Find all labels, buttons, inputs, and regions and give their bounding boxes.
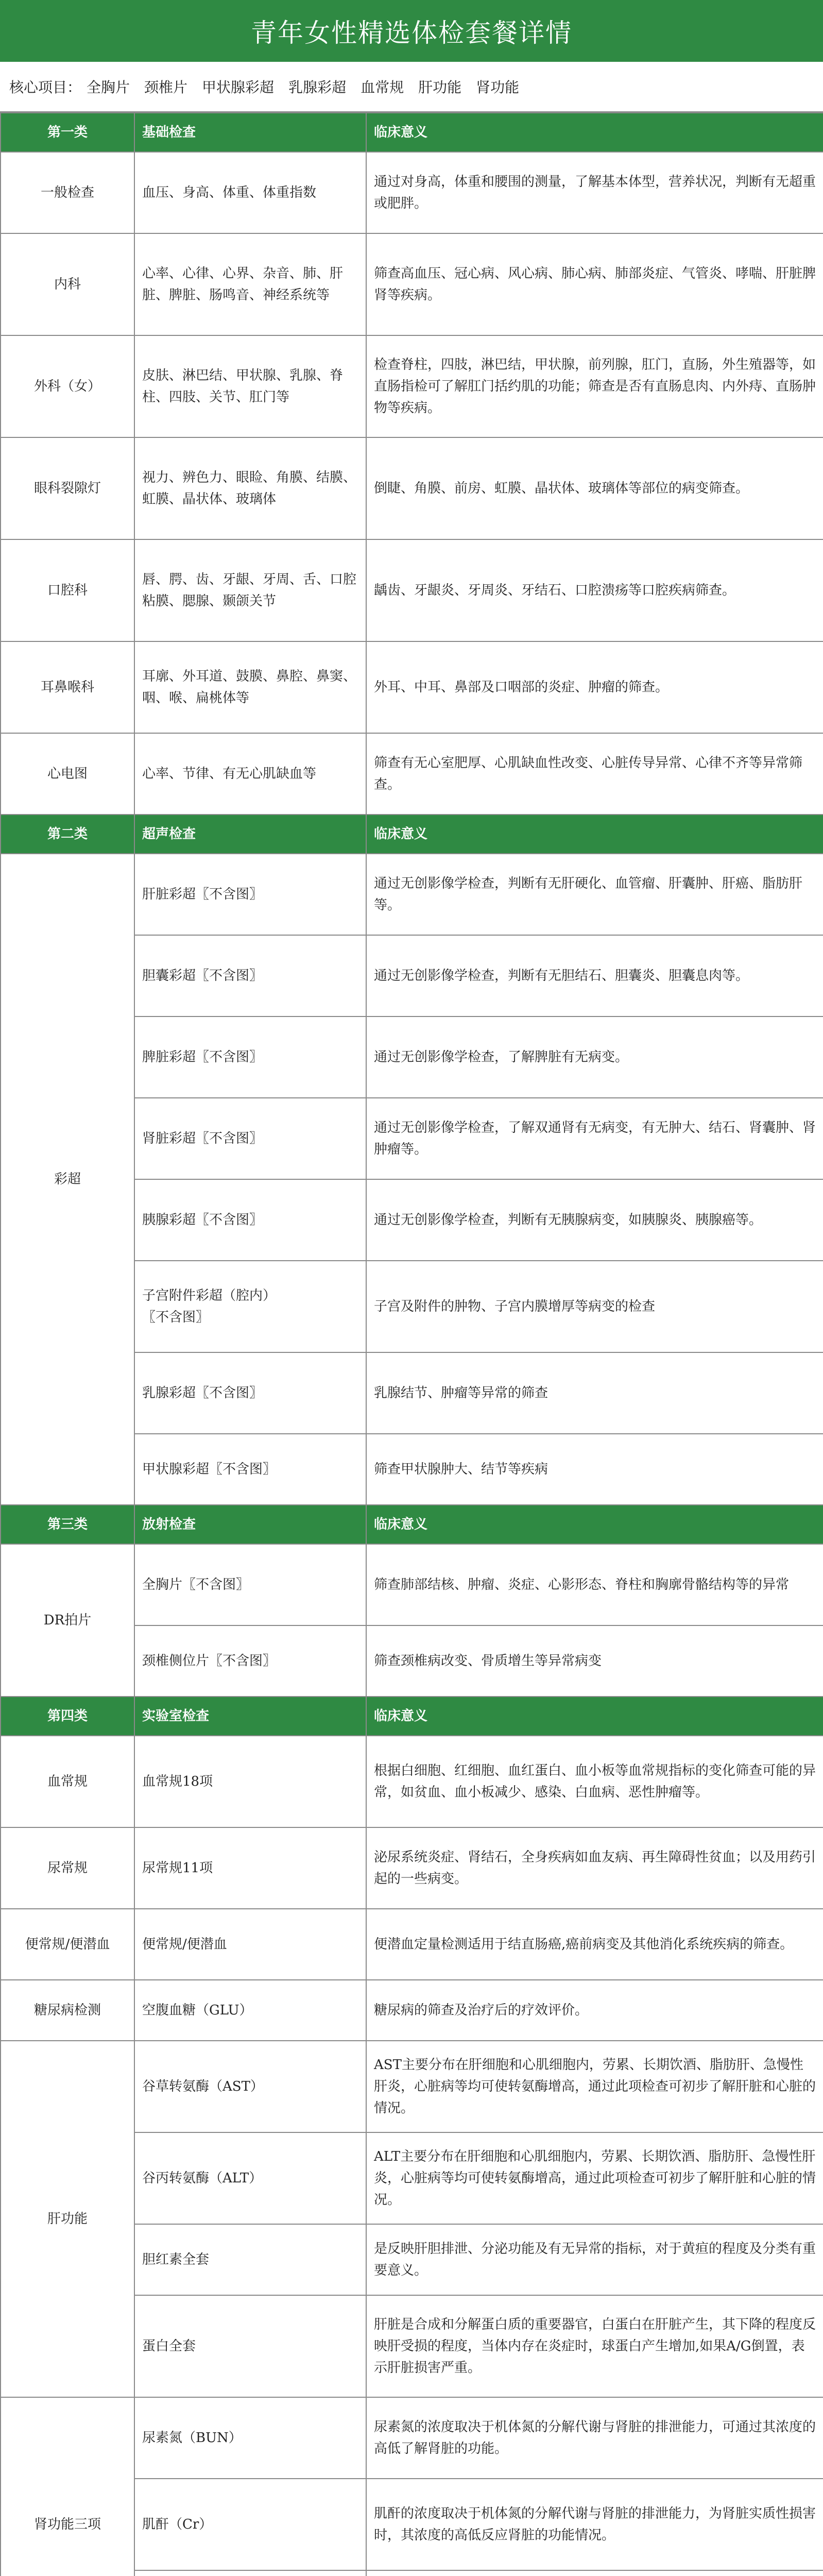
section-meaning-header: 临床意义 <box>366 1505 823 1544</box>
meaning-cell: 倒睫、角膜、前房、虹膜、晶状体、玻璃体等部位的病变筛查。 <box>366 437 823 539</box>
core-item: 全胸片 <box>87 79 130 96</box>
category-cell: 心电图 <box>1 733 134 815</box>
package-table <box>0 112 823 2576</box>
section-items-header: 超声检查 <box>134 815 366 854</box>
section-header <box>1 1505 823 1544</box>
item-cell: 肝脏彩超〖不含图〗 <box>134 854 366 935</box>
meaning-cell: 肌酐的浓度取决于机体氮的分解代谢与肾脏的排泄能力，为肾脏实质性损害时，其浓度的高低反应肾脏的功能情况。 <box>366 2479 823 2570</box>
meaning-cell: 便潜血定量检测适用于结直肠癌,癌前病变及其他消化系统疾病的筛查。 <box>366 1909 823 1980</box>
table-row <box>1 2397 823 2479</box>
category-cell: 肾功能三项 <box>1 2397 134 2576</box>
item-cell: 胆囊彩超〖不含图〗 <box>134 935 366 1016</box>
item-cell: 谷草转氨酶（AST） <box>134 2041 366 2132</box>
core-item: 乳腺彩超 <box>288 79 347 96</box>
item-cell <box>134 2570 366 2576</box>
core-item: 血常规 <box>361 79 404 96</box>
table-row <box>1 1736 823 1827</box>
meaning-cell: 外耳、中耳、鼻部及口咽部的炎症、肿瘤的筛查。 <box>366 641 823 733</box>
item-cell: 蛋白全套 <box>134 2295 366 2397</box>
item-cell: 颈椎侧位片〖不含图〗 <box>134 1625 366 1697</box>
table-row <box>1 2041 823 2132</box>
category-cell: 耳鼻喉科 <box>1 641 134 733</box>
category-cell: 一般检查 <box>1 152 134 233</box>
meaning-cell: 通过无创影像学检查，判断有无肝硬化、血管瘤、肝囊肿、肝癌、脂肪肝等。 <box>366 854 823 935</box>
item-cell: 心率、心律、心界、杂音、肺、肝脏、脾脏、肠鸣音、神经系统等 <box>134 233 366 335</box>
meaning-cell: 糖尿病的筛查及治疗后的疗效评价。 <box>366 1980 823 2041</box>
section-items-header: 放射检查 <box>134 1505 366 1544</box>
category-cell: 内科 <box>1 233 134 335</box>
meaning-cell: 筛查颈椎病改变、骨质增生等异常病变 <box>366 1625 823 1697</box>
meaning-cell: 子宫及附件的肿物、子宫内膜增厚等病变的检查 <box>366 1261 823 1352</box>
table-row <box>1 1980 823 2041</box>
item-cell: 便常规/便潜血 <box>134 1909 366 1980</box>
meaning-cell: 尿素氮的浓度取决于机体氮的分解代谢与肾脏的排泄能力，可通过其浓度的高低了解肾脏的功能。 <box>366 2397 823 2479</box>
item-cell: 空腹血糖（GLU） <box>134 1980 366 2041</box>
item-line: 〖不含图〗 <box>142 1310 210 1325</box>
section-meaning-header: 临床意义 <box>366 1697 823 1736</box>
category-cell: DR拍片 <box>1 1544 134 1697</box>
item-cell: 心率、节律、有无心肌缺血等 <box>134 733 366 815</box>
section-meaning-header: 临床意义 <box>366 113 823 152</box>
category-cell: 尿常规 <box>1 1827 134 1909</box>
meaning-cell: 是反映肝胆排泄、分泌功能及有无异常的指标，对于黄疸的程度及分类有重要意义。 <box>366 2224 823 2295</box>
meaning-cell: 筛查有无心室肥厚、心肌缺血性改变、心脏传导异常、心律不齐等异常筛查。 <box>366 733 823 815</box>
category-cell: 便常规/便潜血 <box>1 1909 134 1980</box>
meaning-cell: 龋齿、牙龈炎、牙周炎、牙结石、口腔溃疡等口腔疾病筛查。 <box>366 539 823 641</box>
category-cell: 血常规 <box>1 1736 134 1827</box>
item-cell: 尿常规11项 <box>134 1827 366 1909</box>
item-cell: 胆红素全套 <box>134 2224 366 2295</box>
item-cell: 脾脏彩超〖不含图〗 <box>134 1016 366 1098</box>
section-meaning-header: 临床意义 <box>366 815 823 854</box>
item-cell: 乳腺彩超〖不含图〗 <box>134 1352 366 1434</box>
table-row <box>1 854 823 935</box>
table-row <box>1 437 823 539</box>
category-cell: 眼科裂隙灯 <box>1 437 134 539</box>
meaning-cell: 通过无创影像学检查，判断有无胆结石、胆囊炎、胆囊息肉等。 <box>366 935 823 1016</box>
meaning-cell: 通过对身高，体重和腰围的测量，了解基本体型，营养状况，判断有无超重或肥胖。 <box>366 152 823 233</box>
meaning-cell: 通过无创影像学检查，判断有无胰腺病变，如胰腺炎、胰腺癌等。 <box>366 1179 823 1261</box>
item-cell: 皮肤、淋巴结、甲状腺、乳腺、脊柱、四肢、关节、肛门等 <box>134 335 366 437</box>
meaning-cell: 通过无创影像学检查，了解双通肾有无病变，有无肿大、结石、肾囊肿、肾肿瘤等。 <box>366 1098 823 1179</box>
item-cell: 唇、腭、齿、牙龈、牙周、舌、口腔粘膜、腮腺、颞颌关节 <box>134 539 366 641</box>
table-row <box>1 1544 823 1625</box>
table-row <box>1 1909 823 1980</box>
meaning-cell: 筛查肺部结核、肿瘤、炎症、心影形态、脊柱和胸廓骨骼结构等的异常 <box>366 1544 823 1625</box>
page-title-text: 青年女性精选体检套餐详情 <box>251 18 572 48</box>
category-cell: 糖尿病检测 <box>1 1980 134 2041</box>
table-row <box>1 233 823 335</box>
item-cell: 视力、辨色力、眼睑、角膜、结膜、虹膜、晶状体、玻璃体 <box>134 437 366 539</box>
core-item: 肝功能 <box>418 79 462 96</box>
item-cell: 全胸片〖不含图〗 <box>134 1544 366 1625</box>
section-category: 第二类 <box>1 815 134 854</box>
item-cell <box>134 1261 366 1352</box>
table-row <box>1 1827 823 1909</box>
meaning-cell: 检查脊柱，四肢，淋巴结，甲状腺，前列腺，肛门，直肠，外生殖器等，如直肠指检可了解肛门括约肌的功能；筛查是否有直肠息肉、内外痔、直肠肿物等疾病。 <box>366 335 823 437</box>
core-item: 肾功能 <box>476 79 520 96</box>
table-row <box>1 152 823 233</box>
section-items-header: 基础检查 <box>134 113 366 152</box>
section-category: 第四类 <box>1 1697 134 1736</box>
item-cell: 耳廓、外耳道、鼓膜、鼻腔、鼻窦、咽、喉、扁桃体等 <box>134 641 366 733</box>
meaning-cell: 根据白细胞、红细胞、血红蛋白、血小板等血常规指标的变化筛查可能的异常，如贫血、血小板减少、感染、白血病、恶性肿瘤等。 <box>366 1736 823 1827</box>
category-cell: 口腔科 <box>1 539 134 641</box>
item-cell: 谷丙转氨酶（ALT） <box>134 2132 366 2224</box>
meaning-cell: 通过无创影像学检查，了解脾脏有无病变。 <box>366 1016 823 1098</box>
meaning-cell: 筛查高血压、冠心病、风心病、肺心病、肺部炎症、气管炎、哮喘、肝脏脾肾等疾病。 <box>366 233 823 335</box>
section-category: 第一类 <box>1 113 134 152</box>
core-label: 核心项目： <box>9 79 82 96</box>
category-cell: 肝功能 <box>1 2041 134 2397</box>
section-header <box>1 815 823 854</box>
meaning-cell: 乳腺结节、肿瘤等异常的筛查 <box>366 1352 823 1434</box>
table-row <box>1 641 823 733</box>
item-cell: 血常规18项 <box>134 1736 366 1827</box>
item-cell: 甲状腺彩超〖不含图〗 <box>134 1434 366 1505</box>
meaning-cell: 肝脏是合成和分解蛋白质的重要器官，白蛋白在肝脏产生，其下降的程度反映肝受损的程度，当体内存在炎症时，球蛋白产生增加,如果A/G倒置，表示肝脏损害严重。 <box>366 2295 823 2397</box>
core-item: 甲状腺彩超 <box>202 79 275 96</box>
table-row <box>1 539 823 641</box>
item-cell: 肾脏彩超〖不含图〗 <box>134 1098 366 1179</box>
item-cell: 尿素氮（BUN） <box>134 2397 366 2479</box>
meaning-cell <box>366 2570 823 2576</box>
item-line: 子宫附件彩超（腔内） <box>142 1288 277 1303</box>
meaning-cell: ALT主要分布在肝细胞和心肌细胞内，劳累、长期饮酒、脂肪肝、急慢性肝炎，心脏病等均可使转氨酶增高，通过此项检查可初步了解肝脏和心脏的情况。 <box>366 2132 823 2224</box>
category-cell: 外科（女） <box>1 335 134 437</box>
core-item: 颈椎片 <box>144 79 188 96</box>
section-header <box>1 1697 823 1736</box>
section-items-header: 实验室检查 <box>134 1697 366 1736</box>
section-category: 第三类 <box>1 1505 134 1544</box>
table-row <box>1 335 823 437</box>
category-cell: 彩超 <box>1 854 134 1505</box>
core-items-bar <box>0 62 823 112</box>
section-header <box>1 113 823 152</box>
page-title <box>0 0 823 62</box>
item-cell: 胰腺彩超〖不含图〗 <box>134 1179 366 1261</box>
item-cell: 肌酐（Cr） <box>134 2479 366 2570</box>
meaning-cell: 泌尿系统炎症、肾结石，全身疾病如血友病、再生障碍性贫血；以及用药引起的一些病变。 <box>366 1827 823 1909</box>
meaning-cell: 筛查甲状腺肿大、结节等疾病 <box>366 1434 823 1505</box>
item-cell: 血压、身高、体重、体重指数 <box>134 152 366 233</box>
table-row <box>1 733 823 815</box>
meaning-cell: AST主要分布在肝细胞和心肌细胞内，劳累、长期饮酒、脂肪肝、急慢性肝炎，心脏病等均可使转氨酶增高，通过此项检查可初步了解肝脏和心脏的情况。 <box>366 2041 823 2132</box>
